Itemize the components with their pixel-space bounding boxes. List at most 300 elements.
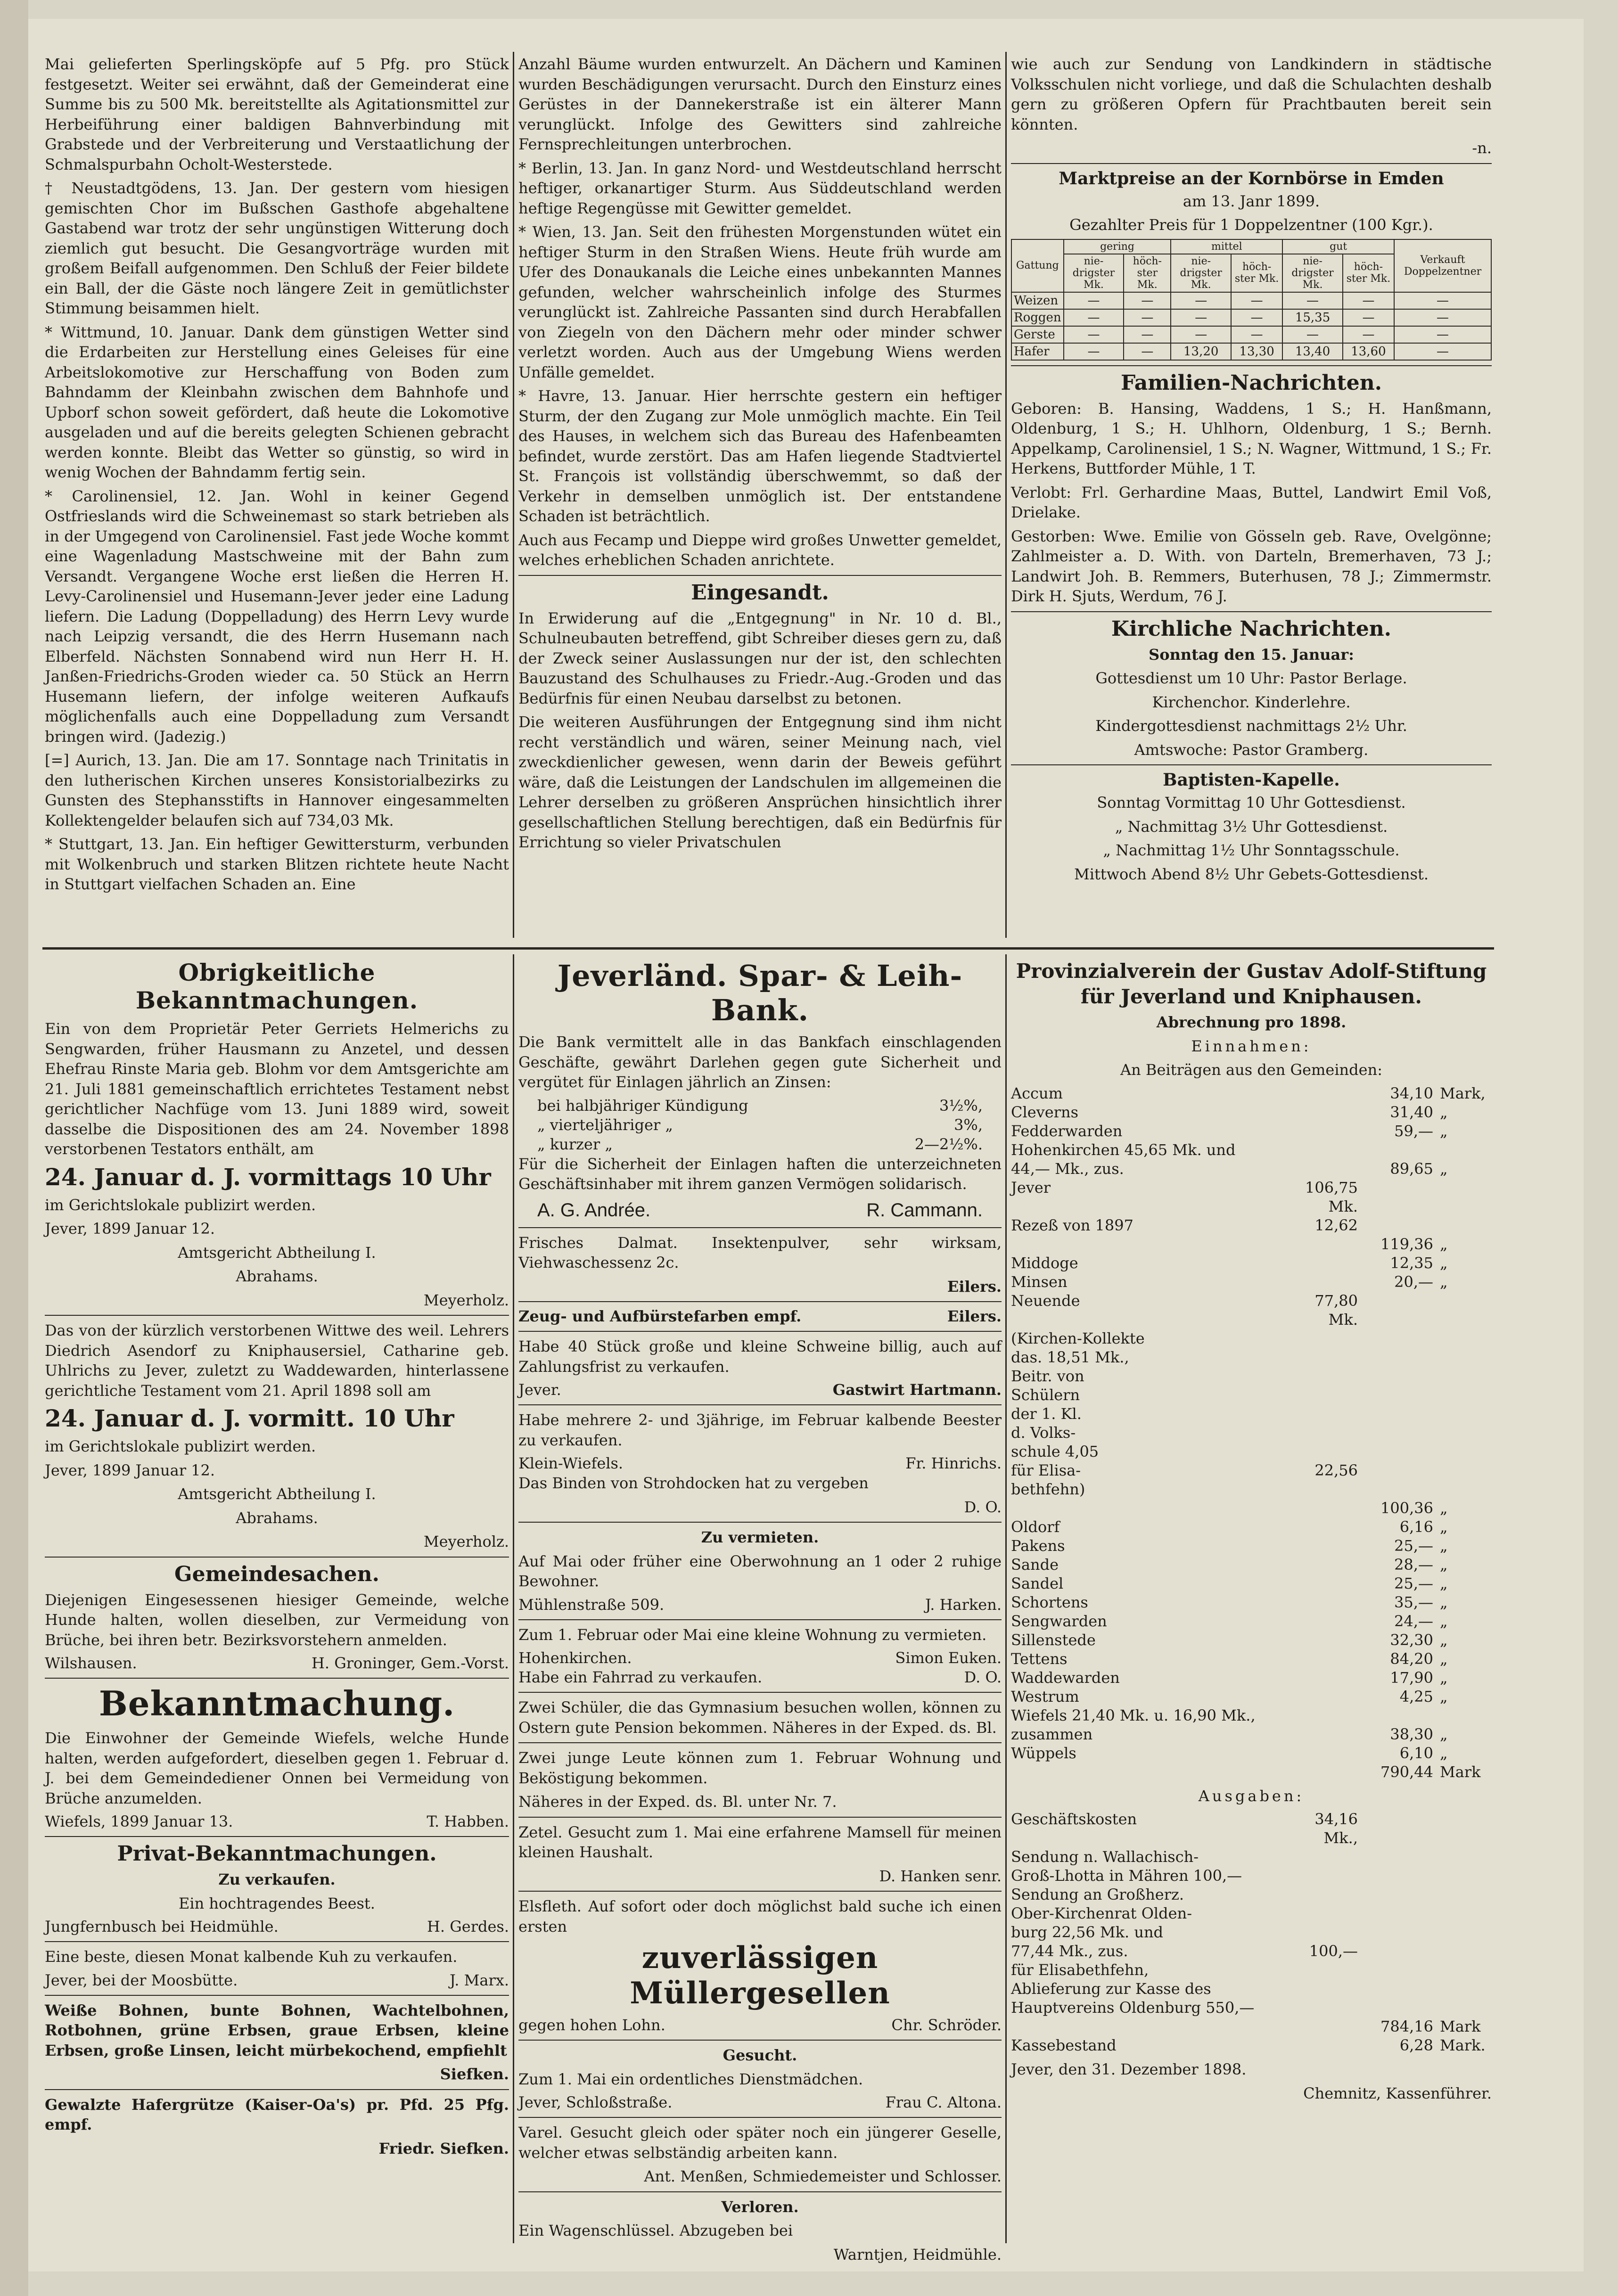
account-amount: [1287, 1574, 1358, 1593]
markt-cell: —: [1343, 292, 1394, 309]
baptisten-line: „ Nachmittag 3½ Uhr Gottesdienst.: [1115, 817, 1388, 836]
gemeinde-signature: [45, 1654, 509, 1673]
markt-row: [1011, 343, 1491, 360]
account-row: [1011, 1178, 1492, 1216]
markt-head-gut: gut: [1282, 239, 1394, 254]
obrig-place-2: Jever, 1899 Januar 12.: [45, 1461, 215, 1479]
account-label: Schortens: [1011, 1593, 1088, 1611]
elsfleth-ad: Elsfleth. Auf sofort oder doch möglichst bald suche ich einen ersten: [518, 1897, 1002, 1935]
account-amount: [1358, 1480, 1433, 1499]
account-unit: [1433, 1923, 1492, 1942]
account-unit: [1433, 1847, 1492, 1866]
account-unit: [1433, 1140, 1492, 1159]
mieten-2-text: Zum 1. Februar oder Mai eine kleine Wohnung zu vermieten.: [518, 1625, 987, 1644]
account-amount: 12,35: [1390, 1254, 1433, 1272]
account-label: burg 22,56 Mk. und: [1011, 1923, 1164, 1941]
gesucht-heading: Gesucht.: [723, 2046, 797, 2064]
account-amount: [1287, 1706, 1358, 1725]
account-label: [1011, 1499, 1287, 1517]
markt-cell: —: [1124, 326, 1171, 343]
divider: [518, 2040, 1002, 2041]
account-amount: [1358, 1810, 1433, 1847]
divider: [1011, 764, 1492, 765]
account-amount: [1287, 1979, 1358, 1998]
kirche-line: Amtswoche: Pastor Gramberg.: [1134, 740, 1369, 759]
obrig-clerk-1: Meyerholz.: [423, 1291, 509, 1309]
account-label: Kassebestand: [1011, 2036, 1117, 2054]
account-amount: 100,—: [1309, 1942, 1358, 1960]
markt-sub: nie-drigster Mk.: [1064, 254, 1124, 292]
account-amount: 790,44: [1380, 1763, 1433, 1781]
account-amount: [1287, 1140, 1358, 1159]
account-label: Jever: [1011, 1178, 1051, 1197]
varel-ad: Varel. Gesucht gleich oder später noch ein jüngerer Geselle, welcher etwas selbständig arbeiten kann.: [518, 2124, 1002, 2162]
account-unit: [1433, 1960, 1492, 1979]
bekannt-signature: [45, 1812, 509, 1831]
divider: [45, 1678, 509, 1679]
account-amount: [1287, 1084, 1358, 1103]
bekannt-text: Die Einwohner der Gemeinde Wiefels, welche Hunde halten, werden aufgefordert, dieselben gegen 1. Februar d. J. bei dem Gemeindediener Onnen bei Vermeidung von Brüche anzumelden.: [45, 1729, 509, 1807]
account-amount: [1358, 1329, 1433, 1348]
account-label: der 1. Kl.: [1011, 1404, 1082, 1423]
section-divider: [42, 947, 1494, 950]
verkauf-2-signer: J. Marx.: [449, 1971, 509, 1989]
account-row: [1011, 1348, 1492, 1367]
account-unit: [1433, 1367, 1492, 1386]
verkauf-1-place: Jungfernbusch bei Heidmühle.: [45, 1918, 279, 1935]
account-amount: [1358, 1960, 1433, 1979]
markt-cell: —: [1282, 326, 1343, 343]
account-label: das. 18,51 Mk.,: [1011, 1348, 1129, 1366]
divider: [518, 575, 1002, 576]
account-label: Wüppels: [1011, 1744, 1076, 1762]
account-amount: [1287, 1272, 1358, 1291]
bekannt-signer: T. Habben.: [427, 1812, 509, 1830]
verloren-text: Ein Wagenschlüssel. Abzugeben bei: [518, 2222, 793, 2239]
markt-sub: nie-drigster Mk.: [1171, 254, 1231, 292]
account-row: [1011, 1979, 1492, 1998]
hafer-ad: Gewalzte Hafergrütze (Kaiser-Oa's) pr. Pfd. 25 Pfg. empf.: [45, 2095, 509, 2133]
account-amount: [1358, 1348, 1433, 1367]
beester-place: Klein-Wiefels.: [518, 1454, 624, 1472]
account-row: [1011, 1612, 1492, 1631]
column-divider: [1005, 52, 1007, 938]
account-row: [1011, 1442, 1492, 1461]
article-aurich: [=] Aurich, 13. Jan. Die am 17. Sonntage nach Trinitatis in den lutherischen Kirchen unseres Konsistorialbezirks zu Gunsten des Stephansstifts in Hannover eingesammelten Kollektengelder belaufen sich auf 734,03 Mk.: [45, 751, 509, 829]
divider: [518, 1817, 1002, 1818]
account-row: [1011, 1998, 1492, 2017]
insekt-ad: Frisches Dalmat. Insektenpulver, sehr wirksam, Viehwaschessenz 2c.: [518, 1233, 1002, 1271]
account-label: Neuende: [1011, 1291, 1080, 1310]
account-row: [1011, 1216, 1492, 1235]
account-amount: [1287, 1159, 1358, 1178]
account-amount: 6,16: [1399, 1517, 1433, 1536]
account-amount: [1358, 1904, 1433, 1923]
account-unit: „: [1440, 1649, 1448, 1668]
article-carolinensiel: * Carolinensiel, 12. Jan. Wohl in keiner Gegend Ostfrieslands wird die Schweinemast so stark betrieben als in der Umgegend von Carolinensiel. Fast jede Woche kommt eine Wagenladung Mastschweine mit der Bahn zum Versandt. Vergangene Woche erst ließen die Herren H. Levy-Carolinensiel und Husemann-Jever jeder eine Ladung liefern. Die Ladung (Doppelladung) des Herrn Levy wurde nach Leipzig versandt, die des Herrn Husemann nach Elberfeld. Nächsten Sonnabend wird nun Herr H. H. Janßen-Friedrichs-Groden wieder ca. 50 Stück an Herrn Husemann liefern, der infolge weiteren Aufkaufs möglichenfalls auch eine Doppelladung zum Versandt bringen wird. (Jadezig.): [45, 487, 509, 746]
junge-note: Näheres in der Exped. ds. Bl. unter Nr. 7.: [518, 1793, 837, 1811]
kirche-sunday: Sonntag den 15. Januar:: [1149, 645, 1354, 664]
divider: [518, 1692, 1002, 1693]
account-unit: Mark: [1440, 2017, 1481, 2035]
divider: [518, 1891, 1002, 1892]
account-amount: [1358, 1979, 1433, 1998]
account-row: [1011, 1499, 1492, 1517]
account-row: [1011, 1254, 1492, 1272]
familie-gestorben: Gestorben: Wwe. Emilie von Gösseln geb. Rave, Ovelgönne; Zahlmeister a. D. With. von Darteln, Bremerhaven, 73 J.; Landwirt Joh. B. Remmers, Buterhusen, 78 J.; Zimmermstr. Dirk H. Sjuts, Werdum, 76 J.: [1011, 527, 1492, 605]
markt-row-name: Hafer: [1011, 343, 1064, 360]
account-amount: [1358, 1866, 1433, 1885]
spar-rate-row: [518, 1096, 1002, 1115]
mieten-1-text: Auf Mai oder früher eine Oberwohnung an 1 oder 2 ruhige Bewohner.: [518, 1552, 1002, 1590]
account-amount: 20,—: [1394, 1272, 1433, 1291]
divider: [45, 1995, 509, 1996]
account-amount: [1287, 1744, 1358, 1763]
account-label: Sendung n. Wallachisch-: [1011, 1848, 1199, 1866]
account-amount: 28,—: [1394, 1555, 1433, 1574]
account-unit: Mark.: [1440, 2036, 1486, 2054]
markt-head-verkauft: Verkauft Doppelzentner: [1394, 239, 1491, 292]
account-unit: „: [1440, 1574, 1448, 1592]
account-amount: [1287, 1866, 1358, 1885]
account-unit: „: [1440, 1612, 1448, 1630]
markt-cell: 13,20: [1171, 343, 1231, 360]
account-amount: [1358, 1706, 1433, 1725]
account-label: Groß-Lhotta in Mähren 100,—: [1011, 1867, 1242, 1885]
account-amount: [1287, 1367, 1358, 1386]
zetel-signer: D. Hanken senr.: [879, 1867, 1002, 1885]
account-unit: [1433, 1885, 1492, 1904]
account-amount: [1287, 1122, 1358, 1140]
gemeinde-place: Wilshausen.: [45, 1654, 137, 1672]
account-amount: [1287, 1631, 1358, 1649]
beester-signature: [518, 1454, 1002, 1473]
column-divider: [513, 954, 514, 2243]
obrig-court-2: Amtsgericht Abtheilung I.: [178, 1485, 376, 1503]
einnahmen-heading: Einnahmen:: [1191, 1037, 1312, 1055]
account-unit: „: [1440, 1631, 1448, 1649]
prov-title: Provinzialverein der Gustav Adolf-Stiftung für Jeverland und Kniphausen.: [1016, 959, 1487, 1008]
verkauf-1-signer: H. Gerdes.: [427, 1918, 509, 1935]
account-amount: 22,56: [1314, 1461, 1358, 1479]
account-label: bethfehn): [1011, 1480, 1085, 1498]
account-amount: [1358, 1404, 1433, 1423]
spar-owners: [518, 1198, 1002, 1222]
account-unit: „: [1440, 1744, 1448, 1762]
markt-cell: 15,35: [1282, 309, 1343, 326]
bekannt-place: Wiefels, 1899 Januar 13.: [45, 1812, 233, 1830]
markt-cell: —: [1124, 343, 1171, 360]
account-amount: [1287, 1404, 1358, 1423]
obrig-clerk-2: Meyerholz.: [423, 1533, 509, 1550]
markt-cell: —: [1394, 292, 1491, 309]
fahrrad-ad: [518, 1668, 1002, 1687]
account-amount: [1358, 1216, 1433, 1235]
markt-body: [1011, 292, 1491, 360]
account-amount: [1358, 1291, 1433, 1329]
baptisten-line: Sonntag Vormittag 10 Uhr Gottesdienst.: [1097, 794, 1406, 812]
obrig-name-2: Abrahams.: [236, 1509, 318, 1527]
account-amount: [1287, 1668, 1358, 1687]
account-amount: [1358, 1885, 1433, 1904]
account-unit: „: [1440, 1103, 1448, 1121]
einnahmen-subheading: An Beiträgen aus den Gemeinden:: [1120, 1061, 1382, 1079]
account-label: Waddewarden: [1011, 1668, 1120, 1687]
account-row: [1011, 1423, 1492, 1442]
account-label: Rezeß von 1897: [1011, 1216, 1133, 1234]
account-unit: [1433, 1904, 1492, 1923]
article-fecamp: Auch aus Fecamp und Dieppe wird großes Unwetter gemeldet, welches erheblichen Schaden anrichtete.: [518, 531, 1002, 569]
account-amount: 25,—: [1394, 1536, 1433, 1555]
ausgaben-list: [1011, 1810, 1492, 2055]
markt-sub: höch-ster Mk.: [1124, 254, 1171, 292]
article-neustadtgoedens: † Neustadtgödens, 13. Jan. Der gestern vom hiesigen gemischten Chor im Bußschen Gasthofe abgehaltene Gastabend war trotz der sehr ungünstigen Witterung doch ziemlich gut besucht. Die Gesangvorträge wurden mit großem Beifall aufgenommen. Den Schluß der Feier bildete ein Ball, der die Gäste noch längere Zeit in gemütlichster Stimmung beisammen hielt.: [45, 179, 509, 317]
bottom-column-3: [1011, 957, 1492, 2243]
gemeinde-text: Diejenigen Eingesessenen hiesiger Gemeinde, welche Hunde halten, wollen dieselben, zur Vermeidung von Brüche, bei ihren betr. Bezirksvorstehern anmelden.: [45, 1591, 509, 1649]
account-amount: 77,80 Mk.: [1314, 1291, 1358, 1328]
obrig-court-1: Amtsgericht Abtheilung I.: [178, 1243, 376, 1262]
schweine-signer: Gastwirt Hartmann.: [832, 1381, 1002, 1399]
account-amount: [1287, 2017, 1358, 2036]
account-row: [1011, 1480, 1492, 1499]
eingesandt-para-1: In Erwiderung auf die „Entgegnung" in Nr. 10 d. Bl., Schulneubauten betreffend, gibt Schreiber dieses gern zu, daß der Zweck seiner Auslassungen nur der ist, den schlechten Bauzustand des Schulhauses zu Friedr.-Aug.-Groden und das Bedürfnis für einen Neubau darselbst zu betonen.: [518, 609, 1002, 707]
article-wittmund: * Wittmund, 10. Januar. Dank dem günstigen Wetter sind die Erdarbeiten zur Herstellung eines Geleises für eine Arbeitslokomotive zur Herschaffung von Boden zum Bahndamm der Kleinbahn zwischen dem Bahnhofe und Upborf schon soweit gefördert, daß heute die Lokomotive ausgeladen und auf die bereits gelegten Schienen gebracht werden konnte. Bleibt das Wetter so günstig, so wird in wenig Wochen der Bahndamm fertig sein.: [45, 323, 509, 481]
account-label: Sengwarden: [1011, 1612, 1107, 1630]
article-stuttgart-cont: Anzahl Bäume wurden entwurzelt. An Dächern und Kaminen wurden Beschädigungen verursacht. Durch den Einsturz eines Gerüstes in der Dannekerstraße ist ein älterer Mann verunglückt. Infolge des Gewitters sind zahlreiche Fernsprechleitungen unterbrochen.: [518, 55, 1002, 153]
account-amount: [1358, 1847, 1433, 1866]
markt-head-mittel: mittel: [1171, 239, 1282, 254]
fahrrad-text: Habe ein Fahrrad zu verkaufen.: [518, 1668, 763, 1686]
spar-rate-value: 3½%,: [939, 1096, 983, 1115]
account-amount: [1287, 1960, 1358, 1979]
top-column-2: [518, 54, 1002, 938]
spar-owner-2: R. Cammann.: [866, 1199, 983, 1221]
verkauf-2-place: Jever, bei der Moosbütte.: [45, 1971, 238, 1989]
account-row: [1011, 1084, 1492, 1103]
markt-cell: —: [1394, 309, 1491, 326]
article-stuttgart: * Stuttgart, 13. Jan. Ein heftiger Gewittersturm, verbunden mit Wolkenbruch und starken Blitzen richtete heute Nacht in Stuttgart vielfachen Schaden an. Eine: [45, 835, 509, 893]
account-row: [1011, 1404, 1492, 1423]
markt-title: Marktpreise an der Kornbörse in Emden: [1059, 168, 1444, 189]
account-unit: „: [1440, 1235, 1448, 1253]
account-label: 77,44 Mk., zus.: [1011, 1942, 1128, 1960]
bekannt-title: Bekanntmachung.: [99, 1683, 455, 1723]
account-amount: [1358, 1386, 1433, 1404]
zeug-signer: Eilers.: [947, 1307, 1002, 1325]
divider: [518, 2117, 1002, 2118]
account-row: [1011, 1329, 1492, 1348]
gesucht-place: Jever, Schloßstraße.: [518, 2093, 673, 2111]
account-row: [1011, 1744, 1492, 1763]
eingesandt-cont: wie auch zur Sendung von Landkindern in städtische Volksschulen nicht vorliege, und daß die Schulachten deshalb gern zu größeren Opfern für Prachtbauten bereit sein könnten.: [1011, 55, 1492, 133]
account-label: Ablieferung zur Kasse des: [1011, 1980, 1211, 1998]
account-row: [1011, 1235, 1492, 1254]
stroh-signer: D. O.: [964, 1498, 1002, 1516]
account-amount: [1287, 1555, 1358, 1574]
markt-table: [1011, 239, 1492, 361]
account-label: Oldorf: [1011, 1517, 1060, 1536]
account-unit: „: [1440, 1687, 1448, 1706]
account-amount: [1287, 1687, 1358, 1706]
obrig-tail-1: im Gerichtslokale publizirt werden.: [45, 1196, 316, 1214]
mieten-2-signer: Simon Euken.: [895, 1649, 1002, 1667]
markt-cell: —: [1171, 326, 1231, 343]
baptisten-title: Baptisten-Kapelle.: [1163, 770, 1340, 790]
verloren-signer: Warntjen, Heidmühle.: [833, 2245, 1002, 2263]
account-row: [1011, 1536, 1492, 1555]
account-row: [1011, 1140, 1492, 1159]
account-amount: [1287, 1499, 1358, 1517]
account-row: [1011, 1555, 1492, 1574]
prov-subtitle: Abrechnung pro 1898.: [1156, 1013, 1347, 1031]
account-amount: [1358, 1998, 1433, 2017]
account-amount: [1358, 1923, 1433, 1942]
kirche-line: Gottesdienst um 10 Uhr: Pastor Berlage.: [1095, 669, 1407, 687]
account-amount: 89,65: [1390, 1159, 1433, 1178]
account-unit: „: [1440, 1517, 1448, 1536]
spar-rate-value: 2—2½%.: [914, 1135, 983, 1153]
column-divider: [1005, 954, 1007, 2243]
spar-rate-row: [518, 1135, 1002, 1154]
account-row: [1011, 1885, 1492, 1904]
account-amount: 784,16: [1380, 2017, 1433, 2035]
account-label: Sillenstede: [1011, 1631, 1096, 1649]
account-unit: „: [1440, 1555, 1448, 1574]
divider: [518, 1522, 1002, 1523]
account-label: Sande: [1011, 1555, 1059, 1574]
top-column-3: [1011, 54, 1492, 938]
account-unit: [1433, 1706, 1492, 1725]
account-amount: [1287, 1348, 1358, 1367]
account-amount: 38,30: [1390, 1725, 1433, 1743]
markt-date: am 13. Janr 1899.: [1183, 192, 1320, 210]
account-amount: [1287, 1847, 1358, 1866]
obrig-date-1: 24. Januar d. J. vormittags 10 Uhr: [45, 1163, 491, 1191]
divider: [1011, 365, 1492, 366]
account-amount: [1287, 1885, 1358, 1904]
account-unit: „: [1440, 1254, 1448, 1272]
kirche-line: Kirchenchor. Kinderlehre.: [1152, 693, 1351, 711]
account-row: [1011, 1574, 1492, 1593]
zeug-ad: [518, 1307, 1002, 1326]
column-divider: [513, 52, 514, 938]
divider: [518, 1227, 1002, 1228]
zeug-text: Zeug- und Aufbürstefarben empf.: [518, 1307, 802, 1325]
spar-title: Jeverländ. Spar- & Leih-Bank.: [557, 959, 963, 1027]
account-amount: [1287, 1329, 1358, 1348]
account-label: für Elisa-: [1011, 1461, 1081, 1479]
elsfleth-signer: Chr. Schröder.: [891, 2016, 1002, 2034]
divider: [518, 1331, 1002, 1332]
account-unit: [1433, 1442, 1492, 1461]
divider: [45, 1557, 509, 1558]
markt-head-gering: gering: [1064, 239, 1171, 254]
markt-head-gattung: Gattung: [1011, 239, 1064, 292]
markt-row-name: Weizen: [1011, 292, 1064, 309]
familie-title: Familien-Nachrichten.: [1120, 370, 1382, 395]
account-amount: [1287, 1103, 1358, 1122]
account-unit: [1433, 1386, 1492, 1404]
baptisten-line: „ Nachmittag 1½ Uhr Sonntagsschule.: [1103, 841, 1400, 859]
account-amount: [1358, 1461, 1433, 1480]
account-row: [1011, 1904, 1492, 1923]
stroh-ad: Das Binden von Strohdocken hat zu vergeben: [518, 1474, 869, 1492]
obrig-date-2: 24. Januar d. J. vormitt. 10 Uhr: [45, 1404, 454, 1432]
markt-cell: —: [1231, 292, 1282, 309]
kirche-title: Kirchliche Nachrichten.: [1111, 616, 1392, 641]
fahrrad-signer: D. O.: [964, 1668, 1002, 1686]
spar-rate-row: [518, 1115, 1002, 1135]
account-label: Tettens: [1011, 1649, 1068, 1668]
verkauf-1-signature: [45, 1917, 509, 1936]
account-label: schule 4,05: [1011, 1442, 1099, 1460]
obrig-notice-2: Das von der kürzlich verstorbenen Wittwe des weil. Lehrers Diedrich Asendorf zu Kniphausersiel, Catharine geb. Uhlrichs zu Jever, zuletzt zu Waddewarden, hinterlassene gerichtliche Testament vom 21. April 1898 soll am: [45, 1321, 509, 1400]
account-amount: [1287, 1612, 1358, 1631]
divider: [45, 1315, 509, 1316]
markt-cell: —: [1124, 292, 1171, 309]
markt-row-name: Roggen: [1011, 309, 1064, 326]
account-row: [1011, 1291, 1492, 1329]
verkauf-2-text: Eine beste, diesen Monat kalbende Kuh zu verkaufen.: [45, 1948, 458, 1966]
account-amount: 24,—: [1394, 1612, 1433, 1630]
divider: [518, 1619, 1002, 1620]
account-row: [1011, 1631, 1492, 1649]
baptisten-line: Mittwoch Abend 8½ Uhr Gebets-Gottesdienst.: [1074, 865, 1429, 883]
account-label: [1011, 1763, 1287, 1781]
spar-rate-label: bei halbjähriger Kündigung: [537, 1096, 748, 1115]
account-row: [1011, 1649, 1492, 1668]
verloren-heading: Verloren.: [721, 2198, 799, 2216]
junge-ad: Zwei junge Leute können zum 1. Februar Wohnung und Beköstigung bekommen.: [518, 1749, 1002, 1787]
account-row: [1011, 1942, 1492, 1960]
markt-cell: —: [1171, 292, 1231, 309]
markt-sub: höch-ster Mk.: [1343, 254, 1394, 292]
divider: [518, 2191, 1002, 2192]
account-unit: „: [1440, 1159, 1448, 1178]
mieten-2-signature: [518, 1648, 1002, 1668]
markt-cell: —: [1231, 309, 1282, 326]
article-berlin: * Berlin, 13. Jan. In ganz Nord- und Westdeutschland herrscht heftiger, orkanartiger Sturm. Aus Süddeutschland werden heftige Regengüsse mit Gewitter gemeldet.: [518, 159, 1002, 217]
account-amount: 34,16 Mk.,: [1314, 1810, 1358, 1847]
obrig-name-1: Abrahams.: [236, 1267, 318, 1285]
mieten-1-place: Mühlenstraße 509.: [518, 1595, 665, 1614]
account-unit: „: [1440, 1499, 1448, 1517]
account-label: Hauptvereins Oldenburg 550,—: [1011, 1999, 1255, 2017]
account-amount: [1358, 1178, 1433, 1216]
account-unit: [1433, 1216, 1492, 1235]
markt-cell: —: [1394, 343, 1491, 360]
bohnen-signer: Siefken.: [440, 2065, 509, 2083]
account-row: [1011, 1668, 1492, 1687]
gesucht-signature: [518, 2093, 1002, 2112]
markt-cell: 13,60: [1343, 343, 1394, 360]
account-unit: [1433, 1329, 1492, 1348]
account-unit: [1433, 1348, 1492, 1367]
markt-cell: —: [1231, 326, 1282, 343]
account-amount: 25,—: [1394, 1574, 1433, 1592]
varel-signer: Ant. Menßen, Schmiedemeister und Schlosser.: [644, 2167, 1002, 2185]
obrig-notice-1: Ein von dem Proprietär Peter Gerriets Helmerichs zu Sengwarden, früher Hausmann zu Anzetel, und dessen Ehefrau Rinste Maria geb. Blohm vor dem Amtsgerichte am 21. Juli 1881 gemeinschaftlich errichtetes Testament nebst gerichtlicher Nachfüge vom 13. Juni 1889 wird, soweit dasselbe die Dispositionen des am 24. November 1898 verstorbenen Testators enthält, am: [45, 1020, 509, 1158]
account-label: Geschäftskosten: [1011, 1810, 1137, 1828]
account-label: Cleverns: [1011, 1103, 1078, 1121]
account-unit: „: [1440, 1668, 1448, 1687]
account-unit: „: [1440, 1272, 1448, 1291]
hafer-signer: Friedr. Siefken.: [378, 2139, 509, 2157]
account-label: Fedderwarden: [1011, 1122, 1123, 1140]
eingesandt-para-2: Die weiteren Ausführungen der Entgegnung sind ihm nicht recht verständlich und wären, seiner Meinung nach, viel zweckdienlicher gewesen, wenn darin der Beweis geführt wäre, daß die Leistungen der Landschulen im allgemeinen die Lehrer derselben zu größeren Ansprüchen hinsichtlich ihrer gesellschaftlichen Stellung berechtigen, daß ein Bedürfnis für Errichtung so vieler Privatschulen: [518, 713, 1002, 851]
schweine-place: Jever.: [518, 1381, 561, 1399]
article-sperlings: Mai gelieferten Sperlingsköpfe auf 5 Pfg. pro Stück festgesetzt. Weiter sei erwähnt, daß der Gemeinderat eine Summe bis zu 500 Mk. bereitstellte als Agitationsmittel zur Herbeiführung einer baldigen Bahnverbindung mit Grabstede und der Verbreiterung und Verstaatlichung der Schmalspurbahn Ocholt-Westerstede.: [45, 55, 509, 173]
